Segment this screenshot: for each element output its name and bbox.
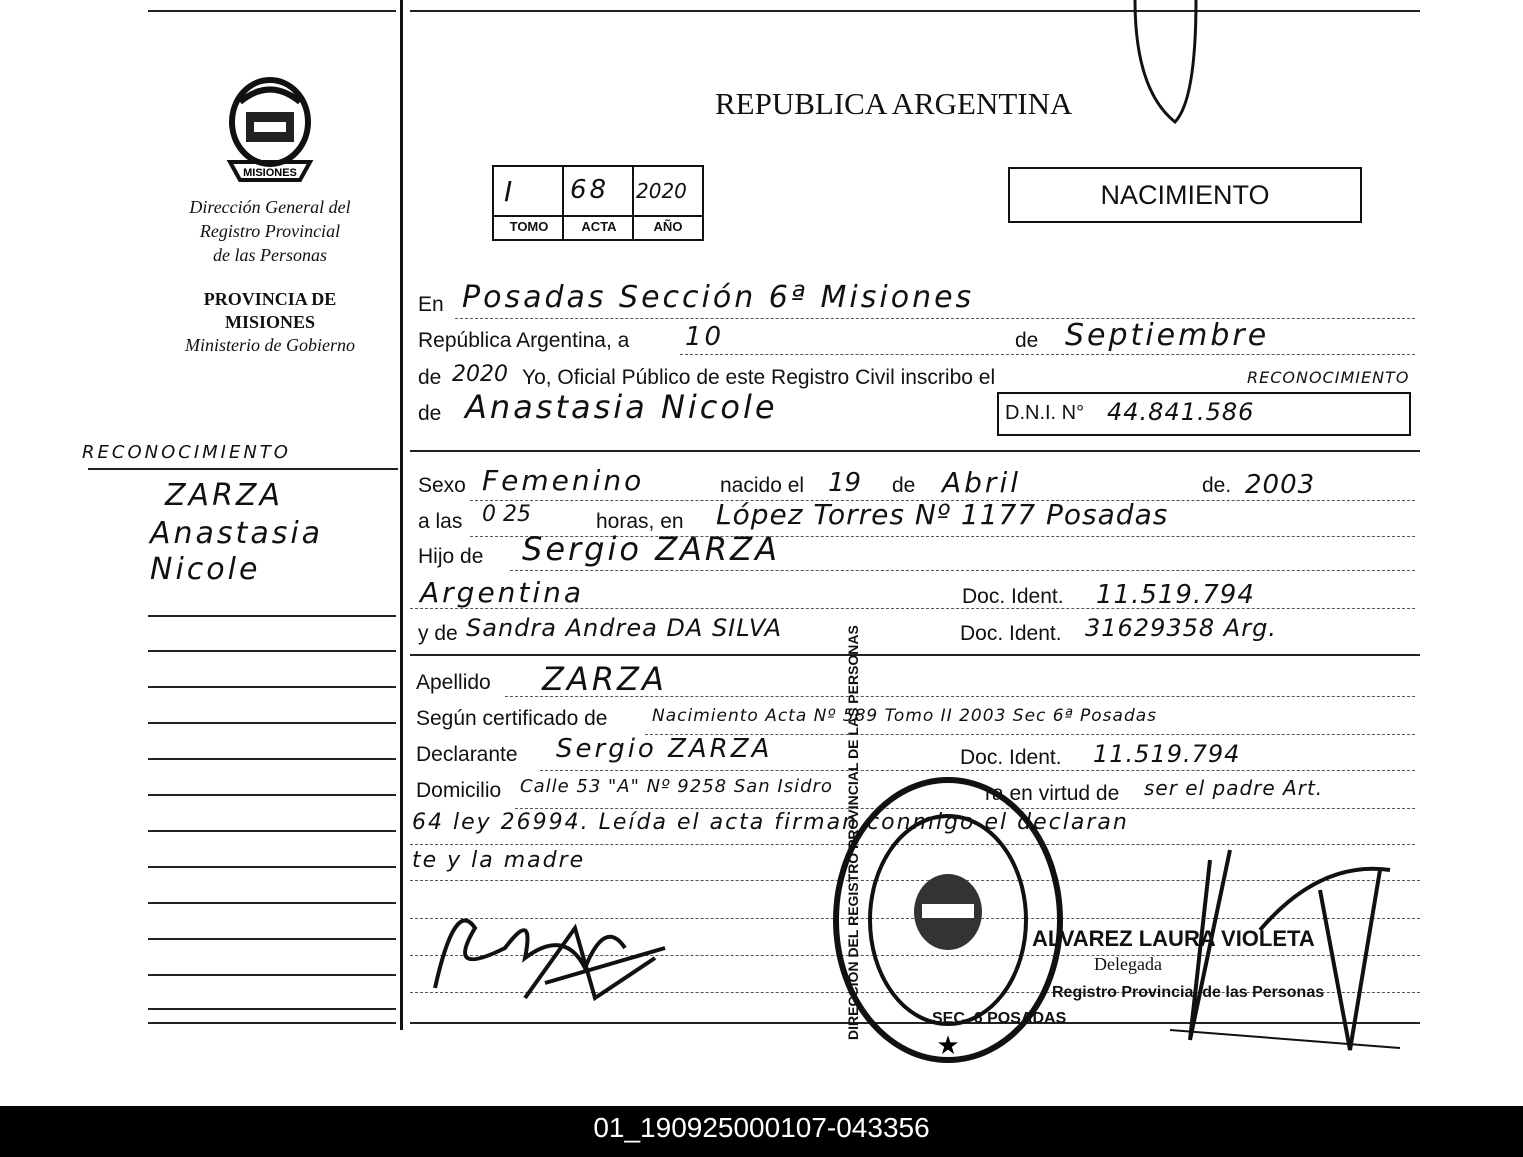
- birth-place-value: López Torres Nº 1177 Posadas: [716, 498, 1169, 531]
- father-nationality: Argentina: [420, 576, 585, 609]
- horas-label: horas, en: [596, 510, 684, 533]
- file-code-bar: [0, 1106, 1523, 1157]
- dni-box: [997, 392, 1411, 436]
- birth-day-value: 19: [828, 468, 862, 498]
- anio-value: 2020: [636, 179, 687, 203]
- birth-month-value: Abril: [942, 466, 1021, 499]
- father-value: Sergio ZARZA: [522, 530, 780, 568]
- year-value: 2020: [452, 362, 508, 387]
- father-doc-value: 11.519.794: [1096, 580, 1255, 610]
- en-label: En: [418, 293, 444, 316]
- doc3-label: Doc. Ident.: [960, 746, 1062, 769]
- margin-note-name2: Nicole: [150, 552, 261, 587]
- birth-year-value: 2003: [1245, 470, 1316, 500]
- yo-label: Yo, Oficial Público de este Registro Civil inscribo el: [522, 366, 996, 389]
- official-role-2: Registro Provincial de las Personas: [1052, 984, 1325, 1001]
- mother-doc-value: 31629358 Arg.: [1085, 614, 1277, 642]
- declarante-label: Declarante: [416, 743, 518, 766]
- republica-label: República Argentina, a: [418, 329, 630, 352]
- margin-note-title: RECONOCIMIENTO: [82, 442, 291, 463]
- declarante-value: Sergio ZARZA: [556, 734, 773, 764]
- declarant-signature: [415, 888, 675, 1008]
- observation-line-2: te y la madre: [412, 848, 586, 873]
- apellido-value: ZARZA: [542, 660, 667, 698]
- de2-label: de: [418, 402, 442, 425]
- acta-label: ACTA: [581, 219, 617, 234]
- sexo-value: Femenino: [482, 464, 645, 497]
- country-title: REPUBLICA ARGENTINA: [715, 86, 1073, 121]
- alas-label: a las: [418, 510, 463, 533]
- doc-label: Doc. Ident.: [962, 585, 1064, 608]
- de3-label: de: [892, 474, 916, 497]
- mother-value: Sandra Andrea DA SILVA: [466, 614, 783, 642]
- stamp-section: SEC. 6 POSADAS: [932, 1010, 1067, 1027]
- declarante-doc-value: 11.519.794: [1093, 740, 1241, 768]
- sexo-label: Sexo: [418, 474, 466, 497]
- virtud-value: ser el padre Art.: [1144, 776, 1324, 800]
- ministry: Ministerio de Gobierno: [185, 335, 355, 355]
- doc2-label: Doc. Ident.: [960, 622, 1062, 645]
- de4-label: de.: [1202, 474, 1232, 497]
- domicilio-label: Domicilio: [416, 779, 502, 802]
- domicilio-value: Calle 53 "A" Nº 9258 San Isidro: [520, 776, 833, 797]
- acta-value: 68: [570, 175, 610, 205]
- record-type-box: [1008, 167, 1362, 223]
- record-id-box: [492, 165, 704, 241]
- province-line-2: MISIONES: [224, 312, 316, 332]
- tomo-label: TOMO: [509, 219, 549, 234]
- page-divider: [400, 0, 403, 1030]
- de-label: de: [1015, 329, 1039, 352]
- org-line-3: de las Personas: [213, 245, 327, 265]
- apellido-label: Apellido: [416, 671, 491, 694]
- year-prefix: de: [418, 366, 442, 389]
- anio-label: AÑO: [653, 219, 683, 234]
- month-value: Septiembre: [1065, 318, 1270, 353]
- file-code: 01_190925000107-043356: [593, 1112, 930, 1143]
- svg-text:MISIONES: MISIONES: [243, 167, 297, 179]
- flourish-mark: [1130, 0, 1200, 130]
- day-value: 10: [685, 322, 725, 352]
- act-type-value: RECONOCIMIENTO: [1247, 368, 1410, 387]
- dni-label: D.N.I. N°: [1005, 402, 1085, 424]
- segun-value: Nacimiento Acta Nº 589 Tomo II 2003 Sec 6ª Posadas: [652, 706, 1158, 726]
- hijo-label: Hijo de: [418, 545, 484, 568]
- dni-value: 44.841.586: [1107, 398, 1255, 426]
- org-line-1: Dirección General del: [189, 197, 351, 217]
- yde-label: y de: [418, 622, 458, 645]
- birth-time-value: 0 25: [482, 502, 531, 527]
- margin-note-name1: Anastasia: [150, 516, 324, 551]
- tomo-value: I: [504, 175, 516, 208]
- name-value: Anastasia Nicole: [465, 388, 778, 426]
- province-line-1: PROVINCIA DE: [203, 289, 337, 309]
- place-value: Posadas Sección 6ª Misiones: [462, 280, 975, 315]
- stamp-ring-text: DIRECCION DEL REGISTRO PROVINCIAL DE LAS PERSONAS: [845, 625, 861, 1040]
- official-role-1: Delegada: [1094, 954, 1162, 974]
- nacido-label: nacido el: [720, 474, 805, 497]
- record-type: NACIMIENTO: [1100, 180, 1270, 210]
- official-name: ALVAREZ LAURA VIOLETA: [1032, 926, 1315, 951]
- virtud-label: ra en virtud de: [985, 782, 1120, 805]
- margin-note-surname: ZARZA: [165, 478, 283, 513]
- observation-line-1: 64 ley 26994. Leída el acta firman conmigo el declaran: [412, 810, 1129, 835]
- org-line-2: Registro Provincial: [199, 221, 341, 241]
- coat-of-arms-icon: [220, 72, 320, 184]
- svg-text:★: ★: [936, 1031, 960, 1061]
- official-signature: [1170, 830, 1400, 1060]
- segun-label: Según certificado de: [416, 707, 608, 730]
